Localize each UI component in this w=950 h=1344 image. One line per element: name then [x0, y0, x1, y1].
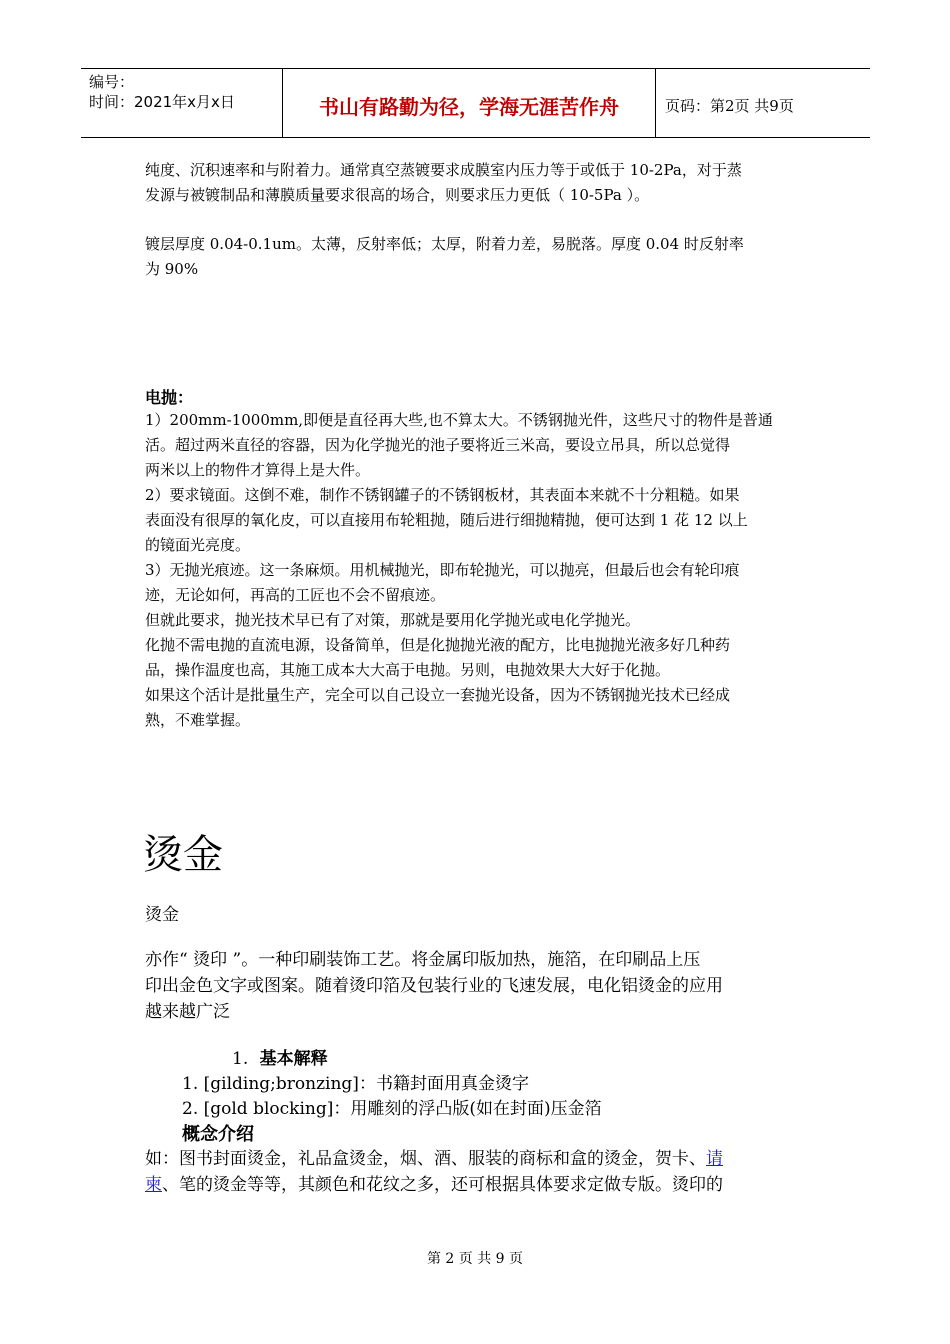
- header-table: [81, 68, 870, 138]
- electropolish-line: 迹，无论如何，再高的工匠也不会不留痕迹。: [145, 586, 446, 604]
- electropolish-line: 1）200mm-1000mm,即便是直径再大些,也不算太大。不锈钢抛光件，这些尺寸的物件是普通: [145, 411, 773, 429]
- page-footer: 第 2 页 共 9 页: [426, 1251, 524, 1267]
- gilding-subheading: 烫金: [145, 905, 179, 925]
- electropolish-title: 电抛：: [145, 388, 194, 407]
- electropolish-line: 如果这个活计是批量生产，完全可以自己设立一套抛光设备，因为不锈钢抛光技术已经成: [145, 686, 731, 704]
- basic-title: 基本解释: [259, 1049, 328, 1069]
- concept-text-b: 、笔的烫金等等，其颜色和花纹之多，还可根据具体要求定做专版。烫印的: [162, 1175, 723, 1195]
- doc-time-label: 时间：2021年x月x日: [89, 93, 235, 111]
- vacuum-para1-line2: 发源与被镀制品和薄膜质量要求很高的场合，则要求压力更低（ 10-5Pa ）。: [145, 186, 650, 204]
- electropolish-line: 品，操作温度也高，其施工成本大大高于电抛。另则，电抛效果大大好于化抛。: [145, 661, 671, 679]
- vacuum-para2-line1: 镀层厚度 0.04-0.1um。太薄，反射率低；太厚，附着力差，易脱落。厚度 0.04 时反射率: [145, 235, 744, 253]
- header-center-cell: [283, 69, 656, 137]
- vacuum-para2-line2: 为 90%: [145, 260, 199, 278]
- electropolish-line: 化抛不需电抛的直流电源，设备简单，但是化抛抛光液的配方，比电抛抛光液多好几种药: [145, 636, 731, 654]
- invitation-link-part1[interactable]: 请: [706, 1149, 723, 1169]
- basic-number: 1.: [232, 1049, 249, 1069]
- gilding-desc-line2: 印出金色文字或图案。随着烫印箔及包装行业的飞速发展，电化铝烫金的应用: [145, 976, 723, 996]
- definition-item-1: 1. [gilding;bronzing]：书籍封面用真金烫字: [182, 1074, 529, 1094]
- header-page-info: 页码：第2页 共9页: [665, 97, 794, 115]
- gilding-desc-line3: 越来越广泛: [145, 1002, 230, 1022]
- header-left-cell: [81, 69, 283, 137]
- header-motto: 书山有路勤为径，学海无涯苦作舟: [319, 95, 619, 119]
- electropolish-line: 两米以上的物件才算得上是大件。: [145, 461, 371, 479]
- electropolish-line: 活。超过两米直径的容器，因为化学抛光的池子要将近三米高，要设立吊具，所以总觉得: [145, 436, 731, 454]
- doc-number-label: 编号：: [89, 73, 135, 91]
- electropolish-line: 但就此要求，抛光技术早已有了对策，那就是要用化学抛光或电化学抛光。: [145, 611, 641, 629]
- header-right-cell: [656, 69, 870, 137]
- invitation-link-part2[interactable]: 柬: [145, 1175, 162, 1195]
- electropolish-line: 熟，不难掌握。: [145, 711, 251, 729]
- concept-text-a: 如：图书封面烫金，礼品盒烫金，烟、酒、服装的商标和盒的烫金，贺卡、: [145, 1149, 706, 1169]
- electropolish-line: 3）无抛光痕迹。这一条麻烦。用机械抛光，即布轮抛光，可以抛亮，但最后也会有轮印痕: [145, 561, 740, 579]
- vacuum-para1-line1: 纯度、沉积速率和与附着力。通常真空蒸镀要求成膜室内压力等于或低于 10-2Pa，对于蒸: [145, 161, 742, 179]
- concept-line2: [145, 1172, 815, 1198]
- gilding-desc-line1: 亦作“ 烫印 ”。一种印刷装饰工艺。将金属印版加热，施箔，在印刷品上压: [145, 950, 701, 970]
- gilding-heading: 烫金: [143, 832, 223, 878]
- electropolish-line: 2）要求镜面。这倒不难，制作不锈钢罐子的不锈钢板材，其表面本来就不十分粗糙。如果: [145, 486, 740, 504]
- concept-line1: [145, 1146, 815, 1172]
- electropolish-line: 表面没有很厚的氧化皮，可以直接用布轮粗抛，随后进行细抛精抛，便可达到 1 花 12 以上: [145, 511, 748, 529]
- definition-item-2: 2. [gold blocking]：用雕刻的浮凸版(如在封面)压金箔: [182, 1099, 602, 1119]
- basic-explanation-heading: [232, 1044, 328, 1069]
- electropolish-line: 的镜面光亮度。: [145, 536, 251, 554]
- concept-title: 概念介绍: [182, 1124, 254, 1145]
